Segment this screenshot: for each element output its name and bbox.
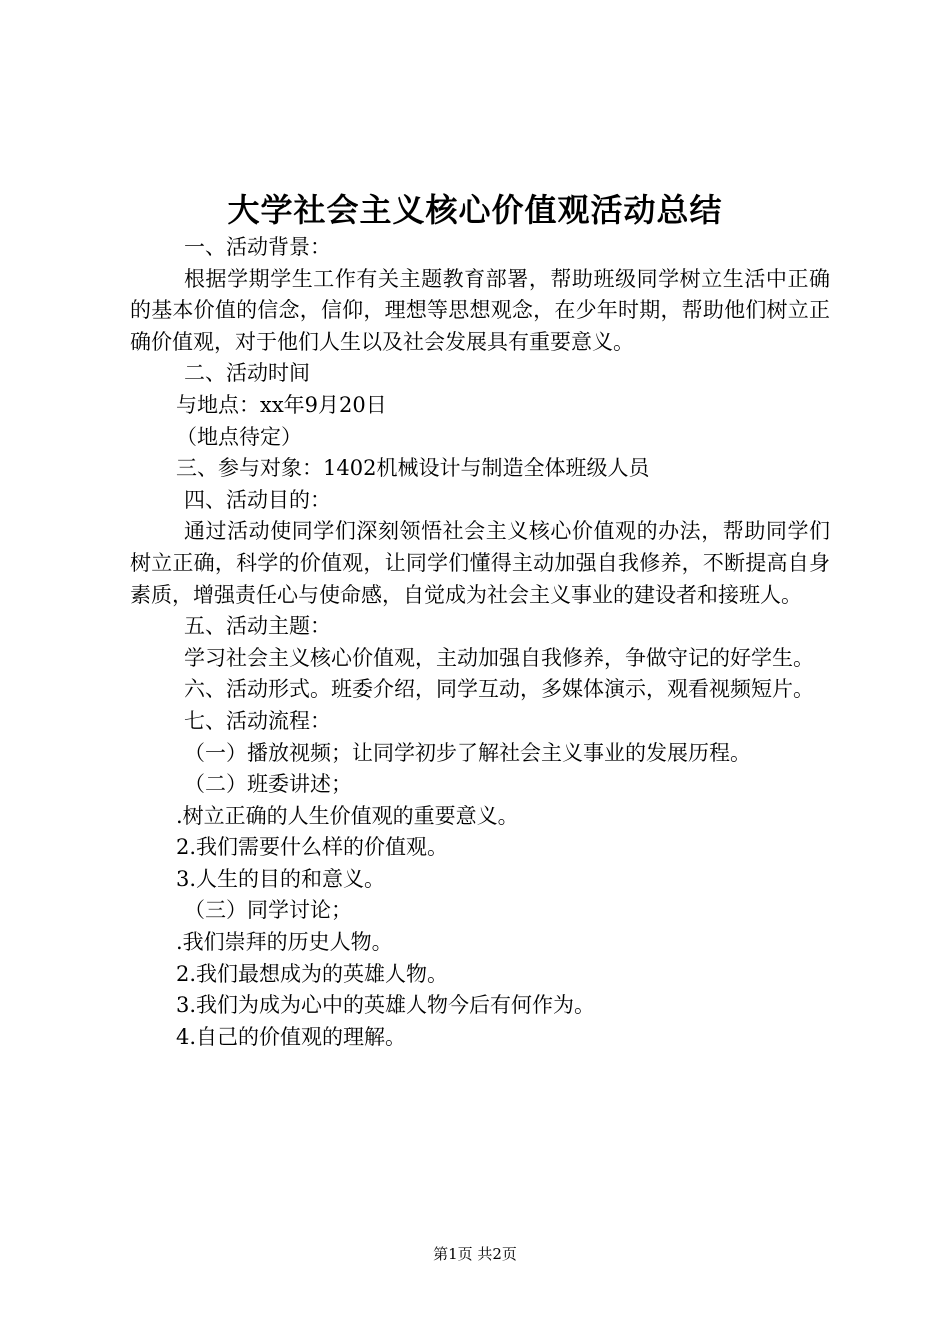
paragraph: 一、活动背景： bbox=[184, 235, 331, 259]
paragraph: （地点待定） bbox=[176, 424, 302, 449]
list-item: .我们崇拜的历史人物。 bbox=[176, 930, 393, 955]
paragraph: 五、活动主题： bbox=[184, 614, 331, 639]
paragraph: 六、活动形式。班委介绍，同学互动，多媒体演示，观看视频短片。 bbox=[184, 677, 814, 702]
page-footer: 第1页 共2页 bbox=[433, 1245, 517, 1263]
paragraph: 四、活动目的： bbox=[184, 487, 331, 512]
document-title: 大学社会主义核心价值观活动总结 bbox=[227, 191, 723, 229]
paragraph: 通过活动使同学们深刻领悟社会主义核心价值观的办法，帮助同学们树立正确，科学的价值观，让同学们懂得主动加强自我修养，不断提高自身素质，增强责任心与使命感，自觉成为社会主义事业的建设者和接班人。 bbox=[130, 519, 830, 607]
list-item: .树立正确的人生价值观的重要意义。 bbox=[176, 803, 519, 828]
paragraph: 根据学期学生工作有关主题教育部署，帮助班级同学树立生活中正确的基本价值的信念，信仰，理想等思想观念，在少年时期，帮助他们树立正确价值观，对于他们人生以及社会发展具有重要意义。 bbox=[130, 266, 830, 354]
paragraph: （二）班委讲述； bbox=[184, 772, 352, 797]
paragraph: 二、活动时间 bbox=[184, 361, 310, 386]
paragraph: （一）播放视频；让同学初步了解社会主义事业的发展历程。 bbox=[184, 740, 751, 765]
list-item: 2.我们需要什么样的价值观。 bbox=[176, 835, 449, 860]
list-item: 4.自己的价值观的理解。 bbox=[176, 1024, 407, 1049]
list-item: 3.我们为成为心中的英雄人物今后有何作为。 bbox=[176, 993, 596, 1018]
paragraph: 学习社会主义核心价值观，主动加强自我修养，争做守记的好学生。 bbox=[184, 645, 814, 670]
list-item: 2.我们最想成为的英雄人物。 bbox=[176, 961, 449, 986]
paragraph: 七、活动流程： bbox=[184, 708, 331, 733]
paragraph: （三）同学讨论； bbox=[184, 898, 352, 923]
paragraph: 与地点：xx年9月20日 bbox=[176, 392, 387, 417]
paragraph: 三、参与对象：1402机械设计与制造全体班级人员 bbox=[176, 456, 650, 481]
document-body bbox=[130, 232, 830, 1053]
list-item: 3.人生的目的和意义。 bbox=[176, 866, 386, 891]
